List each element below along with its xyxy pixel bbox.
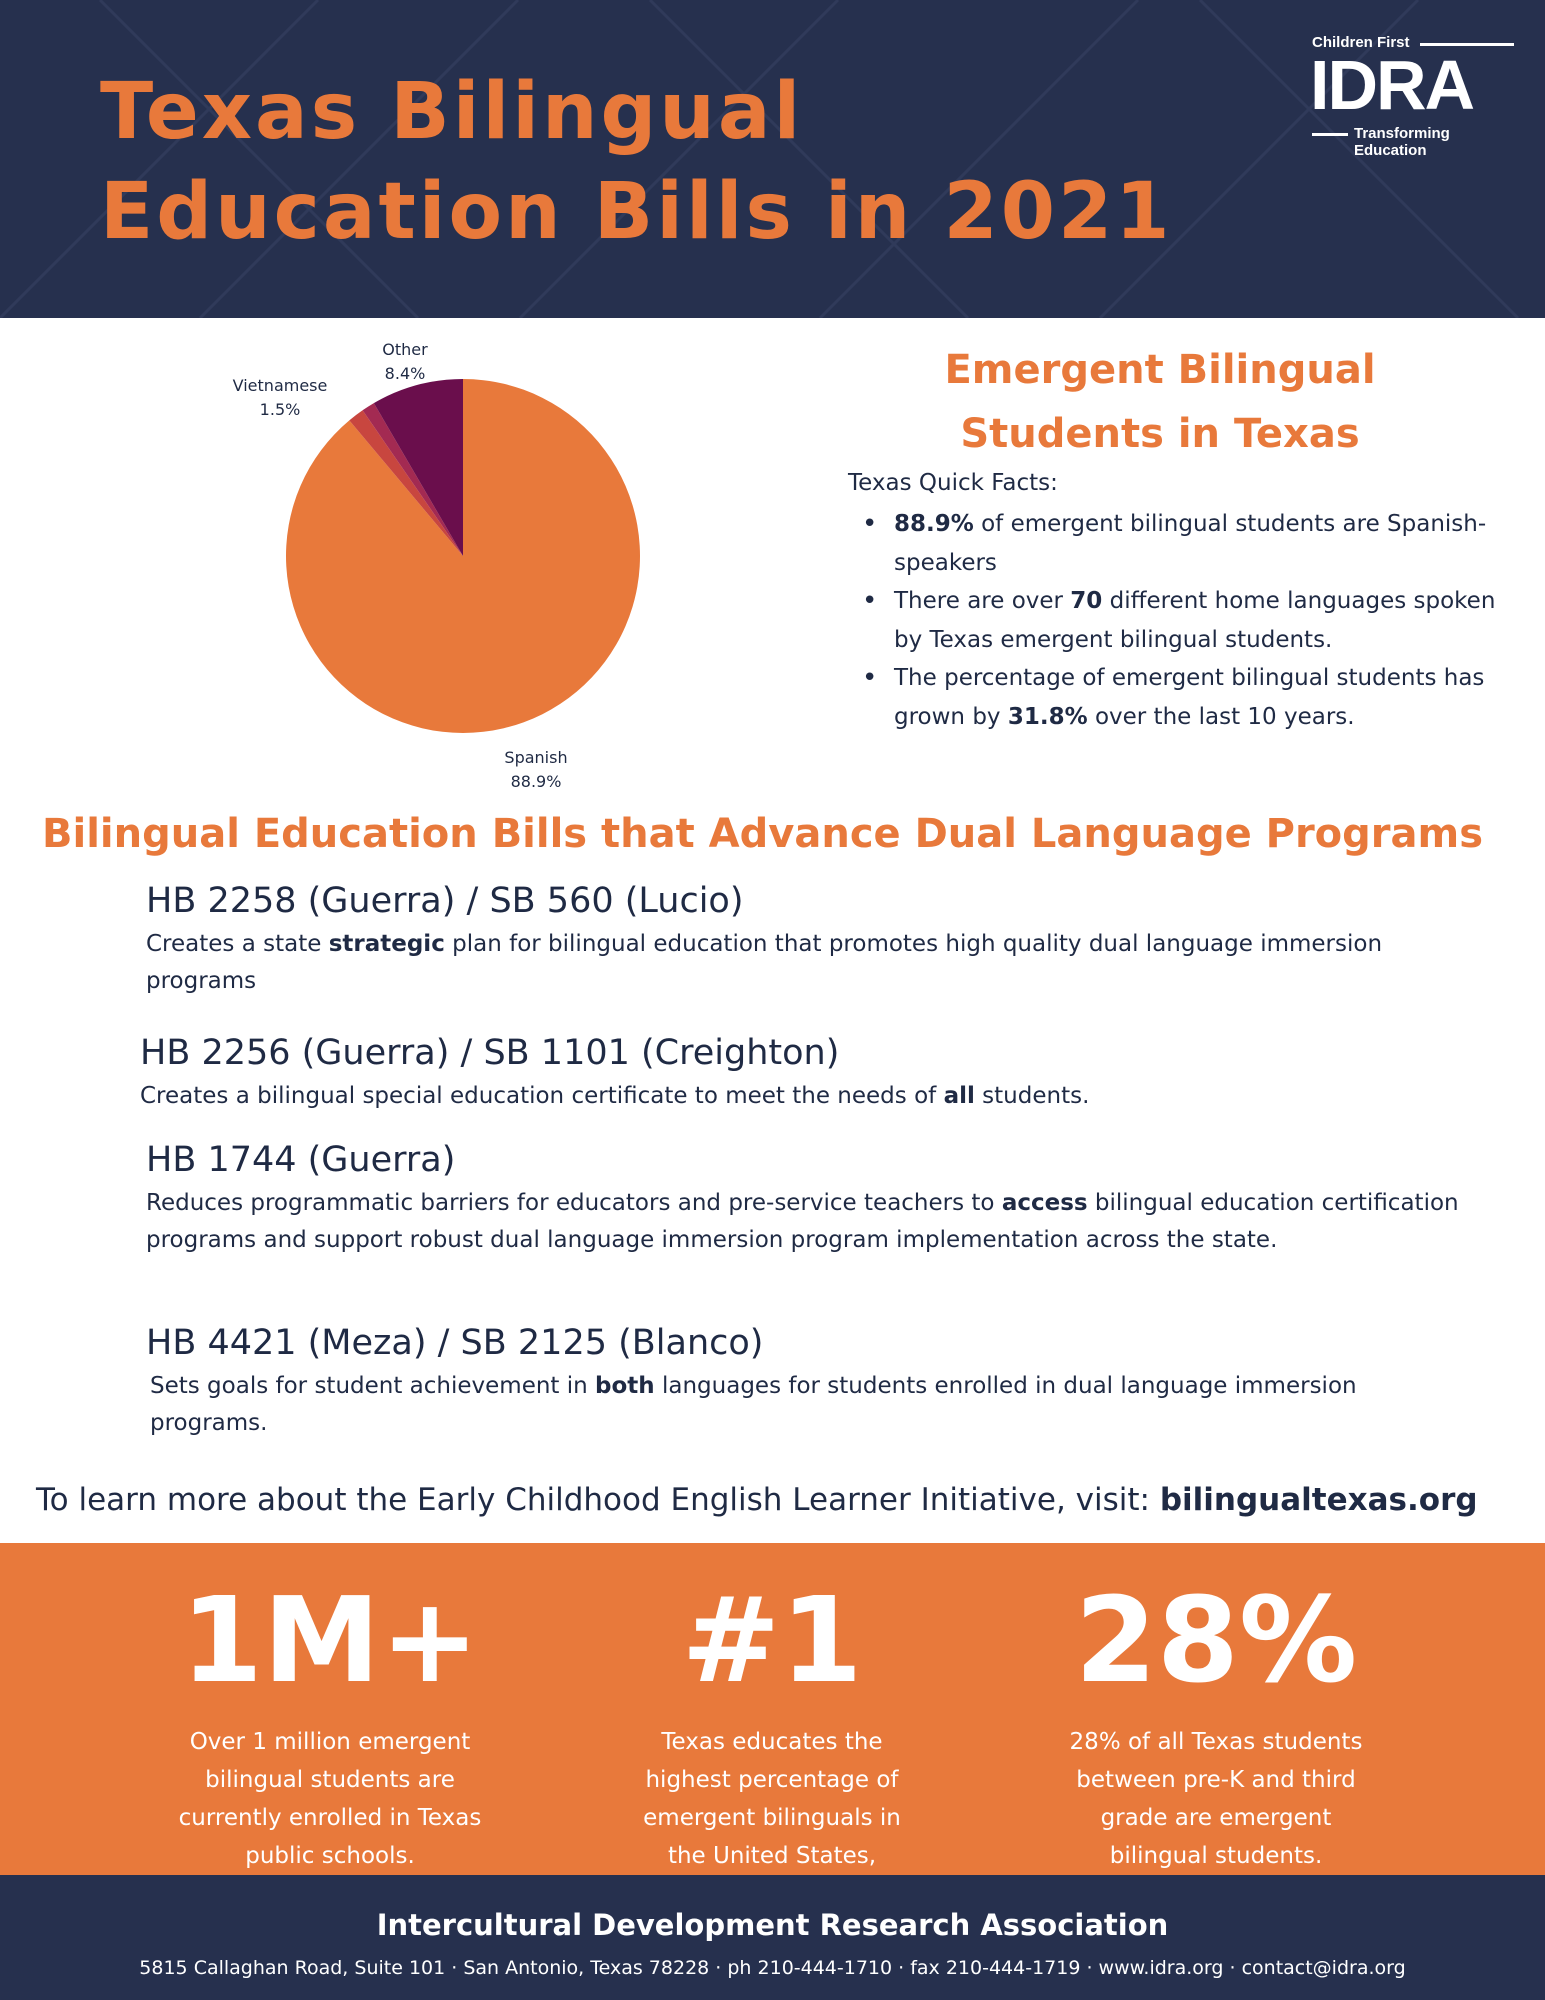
emergent-heading-line-1: Emergent Bilingual bbox=[944, 347, 1376, 393]
pie-label-spanish-name: Spanish bbox=[504, 748, 568, 767]
bills-heading: Bilingual Education Bills that Advance Dual Language Programs bbox=[42, 811, 1483, 857]
stats-banner bbox=[0, 1543, 1545, 1875]
logo-tagline-bottom: Transforming Education bbox=[1354, 125, 1450, 159]
header-banner bbox=[0, 0, 1545, 318]
stat-number-one bbox=[612, 1543, 932, 1875]
stat-description: Texas educates the highest percentage of emergent bilinguals in the United States, bbox=[643, 1729, 901, 1869]
stat-number: 28% bbox=[1074, 1571, 1358, 1709]
bill-item-hb1744 bbox=[146, 1137, 1476, 1259]
bill-title: HB 2256 (Guerra) / SB 1101 (Creighton) bbox=[140, 1033, 840, 1073]
bill-desc-pre: Sets goals for student achievement in bbox=[150, 1373, 596, 1399]
learn-more-text: To learn more about the Early Childhood English Learner Initiative, visit: bbox=[36, 1482, 1160, 1518]
bill-desc-pre: Reduces programmatic barriers for educators and pre-service teachers to bbox=[146, 1190, 1002, 1216]
quick-fact-bold: 70 bbox=[1070, 588, 1103, 614]
bill-desc-pre: Creates a bilingual special education certificate to meet the needs of bbox=[140, 1083, 944, 1109]
stat-twenty-eight-percent bbox=[1036, 1543, 1396, 1875]
bill-desc-post: languages for students enrolled in dual language immersion programs. bbox=[150, 1373, 1357, 1436]
quick-fact-item bbox=[862, 505, 1502, 582]
bill-title: HB 1744 (Guerra) bbox=[146, 1140, 456, 1180]
pie-label-other bbox=[350, 338, 460, 386]
home-language-pie-chart bbox=[200, 330, 700, 800]
footer bbox=[0, 1875, 1545, 2000]
learn-more-link[interactable]: bilingualtexas.org bbox=[1159, 1482, 1478, 1518]
bill-desc-bold: both bbox=[595, 1373, 655, 1399]
pie-label-vietnamese-value: 1.5% bbox=[259, 400, 301, 419]
logo-rule-bottom bbox=[1312, 133, 1348, 136]
bill-title: HB 4421 (Meza) / SB 2125 (Blanco) bbox=[146, 1323, 764, 1363]
page-title-line-1: Texas Bilingual bbox=[100, 67, 804, 157]
quick-fact-bold: 31.8% bbox=[1007, 703, 1088, 730]
quick-facts-label: Texas Quick Facts: bbox=[848, 470, 1058, 496]
idra-logo bbox=[1310, 34, 1518, 159]
page-title-line-2: Education Bills in 2021 bbox=[100, 167, 1173, 257]
bill-description bbox=[146, 1368, 1476, 1442]
quick-fact-text: over the last 10 years. bbox=[1087, 703, 1355, 730]
bill-desc-bold: strategic bbox=[328, 931, 445, 957]
footer-org-name: Intercultural Development Research Association bbox=[376, 1908, 1169, 1942]
bill-desc-pre: Creates a state bbox=[146, 931, 329, 957]
logo-wordmark: IDRA bbox=[1310, 46, 1474, 124]
bill-desc-bold: access bbox=[1001, 1190, 1088, 1216]
logo-tagline-top: Children First bbox=[1312, 34, 1410, 51]
bill-desc-post: plan for bilingual education that promotes high quality dual language immersion programs bbox=[146, 931, 1383, 994]
stat-description: 28% of all Texas students between pre-K and third grade are emergent bilingual students. bbox=[1069, 1729, 1363, 1869]
stat-description: Over 1 million emergent bilingual students are currently enrolled in Texas public schools. bbox=[178, 1729, 482, 1869]
bill-item-hb4421 bbox=[146, 1320, 1476, 1442]
quick-fact-text: of emergent bilingual students are Spanish-speakers bbox=[894, 511, 1487, 576]
quick-fact-pre: The percentage of emergent bilingual students has grown by bbox=[894, 665, 1485, 730]
bill-description bbox=[146, 1185, 1476, 1259]
footer-contact-line: 5815 Callaghan Road, Suite 101 · San Antonio, Texas 78228 · ph 210-444-1710 · fax 210-444-1719 · www.idra.org · contact@idra.org bbox=[139, 1957, 1406, 1979]
bill-description bbox=[140, 1078, 1470, 1115]
emergent-heading-line-2: Students in Texas bbox=[960, 411, 1360, 457]
bill-description bbox=[146, 926, 1476, 1000]
pie-label-spanish bbox=[486, 746, 586, 794]
emergent-bilingual-heading bbox=[860, 338, 1460, 466]
quick-fact-item bbox=[862, 659, 1502, 736]
quick-fact-text: different home languages spoken by Texas emergent bilingual students. bbox=[894, 588, 1496, 653]
pie-label-vietnamese-name: Vietnamese bbox=[232, 376, 328, 395]
pie-label-vietnamese bbox=[210, 374, 350, 422]
quick-fact-pre: There are over bbox=[894, 588, 1071, 614]
page-title bbox=[100, 62, 1173, 262]
pie-label-other-name: Other bbox=[382, 340, 428, 359]
bill-desc-bold: all bbox=[943, 1083, 975, 1109]
quick-facts-list bbox=[862, 505, 1502, 736]
stat-number: #1 bbox=[681, 1571, 863, 1709]
pie-label-spanish-value: 88.9% bbox=[510, 772, 562, 791]
bill-title: HB 2258 (Guerra) / SB 560 (Lucio) bbox=[146, 881, 744, 921]
quick-fact-bold: 88.9% bbox=[894, 511, 974, 537]
bill-item-hb2256 bbox=[140, 1030, 1470, 1115]
learn-more-line bbox=[36, 1478, 1516, 1522]
bill-desc-post: bilingual education certification programs and support robust dual language immersion program implementation across the state. bbox=[146, 1190, 1459, 1253]
bill-item-hb2258 bbox=[146, 878, 1476, 1000]
bill-desc-post: students. bbox=[974, 1083, 1090, 1109]
pie-label-other-value: 8.4% bbox=[384, 364, 426, 383]
stat-number: 1M+ bbox=[180, 1571, 480, 1709]
stat-one-million bbox=[160, 1543, 500, 1875]
quick-fact-item bbox=[862, 582, 1502, 659]
